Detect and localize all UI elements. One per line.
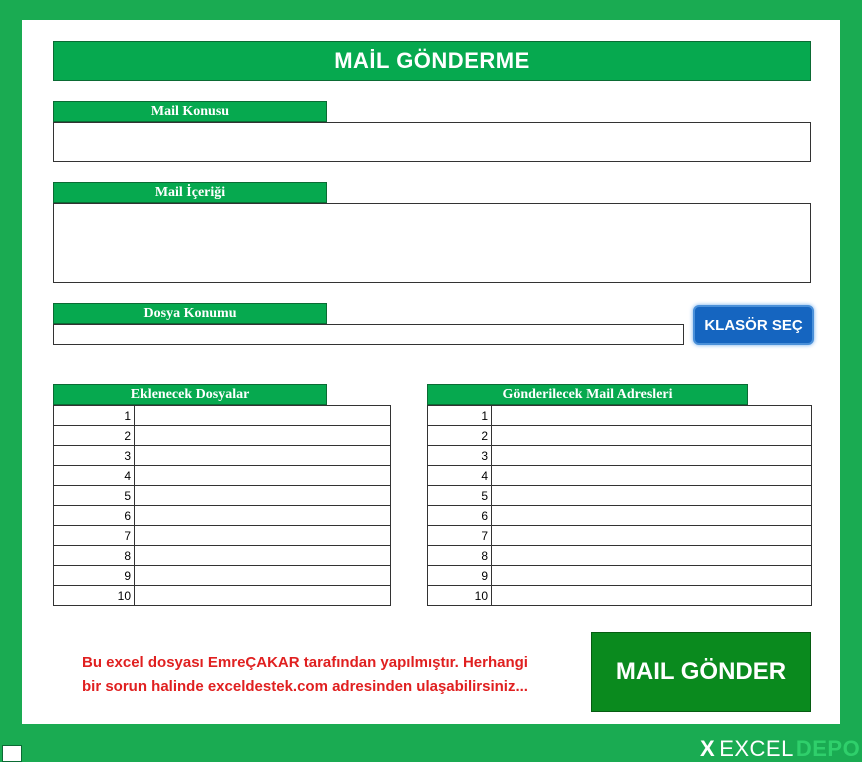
brand-x-icon: X <box>700 736 716 761</box>
table-row <box>428 546 812 566</box>
attachments-table <box>53 405 391 606</box>
row-value-cell[interactable] <box>492 486 812 506</box>
table-row <box>54 446 391 466</box>
brand-depo: DEPO <box>795 736 861 761</box>
row-value-cell[interactable] <box>492 526 812 546</box>
table-row <box>428 586 812 606</box>
row-number: 6 <box>54 506 135 526</box>
row-number: 3 <box>428 446 492 466</box>
row-value-cell[interactable] <box>135 566 391 586</box>
row-value-cell[interactable] <box>492 586 812 606</box>
row-number: 2 <box>54 426 135 446</box>
author-note <box>40 651 570 699</box>
resize-handle[interactable] <box>2 745 22 762</box>
subject-input[interactable] <box>53 122 811 162</box>
row-number: 1 <box>428 406 492 426</box>
row-number: 7 <box>428 526 492 546</box>
table-row <box>54 466 391 486</box>
row-number: 9 <box>428 566 492 586</box>
file-location-input[interactable] <box>53 324 684 345</box>
row-number: 9 <box>54 566 135 586</box>
table-row <box>54 426 391 446</box>
send-mail-button[interactable]: MAIL GÖNDER <box>591 632 811 712</box>
row-value-cell[interactable] <box>135 466 391 486</box>
row-number: 4 <box>54 466 135 486</box>
row-value-cell[interactable] <box>135 506 391 526</box>
recipients-table <box>427 405 812 606</box>
row-value-cell[interactable] <box>492 406 812 426</box>
row-number: 2 <box>428 426 492 446</box>
table-row <box>428 446 812 466</box>
row-value-cell[interactable] <box>135 546 391 566</box>
table-row <box>54 566 391 586</box>
row-value-cell[interactable] <box>135 486 391 506</box>
table-row <box>54 506 391 526</box>
table-row <box>428 426 812 446</box>
file-location-label: Dosya Konumu <box>53 303 327 324</box>
row-number: 1 <box>54 406 135 426</box>
row-value-cell[interactable] <box>492 566 812 586</box>
attachments-label: Eklenecek Dosyalar <box>53 384 327 405</box>
row-value-cell[interactable] <box>492 506 812 526</box>
table-row <box>54 526 391 546</box>
note-line-2: bir sorun halinde exceldestek.com adresinden ulaşabilirsiniz... <box>82 678 528 695</box>
row-value-cell[interactable] <box>492 466 812 486</box>
table-row <box>54 546 391 566</box>
row-number: 10 <box>428 586 492 606</box>
content-label: Mail İçeriği <box>53 182 327 203</box>
row-value-cell[interactable] <box>492 446 812 466</box>
brand-excel: EXCEL <box>719 736 794 761</box>
row-number: 6 <box>428 506 492 526</box>
recipients-label: Gönderilecek Mail Adresleri <box>427 384 748 405</box>
select-folder-button[interactable]: KLASÖR SEÇ <box>693 305 814 345</box>
brand-logo <box>700 736 860 762</box>
row-number: 4 <box>428 466 492 486</box>
table-row <box>428 486 812 506</box>
row-value-cell[interactable] <box>135 406 391 426</box>
row-number: 5 <box>428 486 492 506</box>
table-row <box>54 486 391 506</box>
row-value-cell[interactable] <box>492 546 812 566</box>
row-value-cell[interactable] <box>135 586 391 606</box>
row-value-cell[interactable] <box>135 526 391 546</box>
row-value-cell[interactable] <box>135 426 391 446</box>
row-number: 8 <box>428 546 492 566</box>
row-number: 8 <box>54 546 135 566</box>
row-value-cell[interactable] <box>492 426 812 446</box>
content-input[interactable] <box>53 203 811 283</box>
table-row <box>428 566 812 586</box>
table-row <box>428 406 812 426</box>
table-row <box>54 586 391 606</box>
table-row <box>54 406 391 426</box>
page-title: MAİL GÖNDERME <box>53 41 811 81</box>
table-row <box>428 506 812 526</box>
table-row <box>428 466 812 486</box>
row-number: 5 <box>54 486 135 506</box>
subject-label: Mail Konusu <box>53 101 327 122</box>
row-number: 10 <box>54 586 135 606</box>
note-line-1: Bu excel dosyası EmreÇAKAR tarafından yapılmıştır. Herhangi <box>82 654 528 671</box>
row-number: 7 <box>54 526 135 546</box>
table-row <box>428 526 812 546</box>
row-value-cell[interactable] <box>135 446 391 466</box>
row-number: 3 <box>54 446 135 466</box>
